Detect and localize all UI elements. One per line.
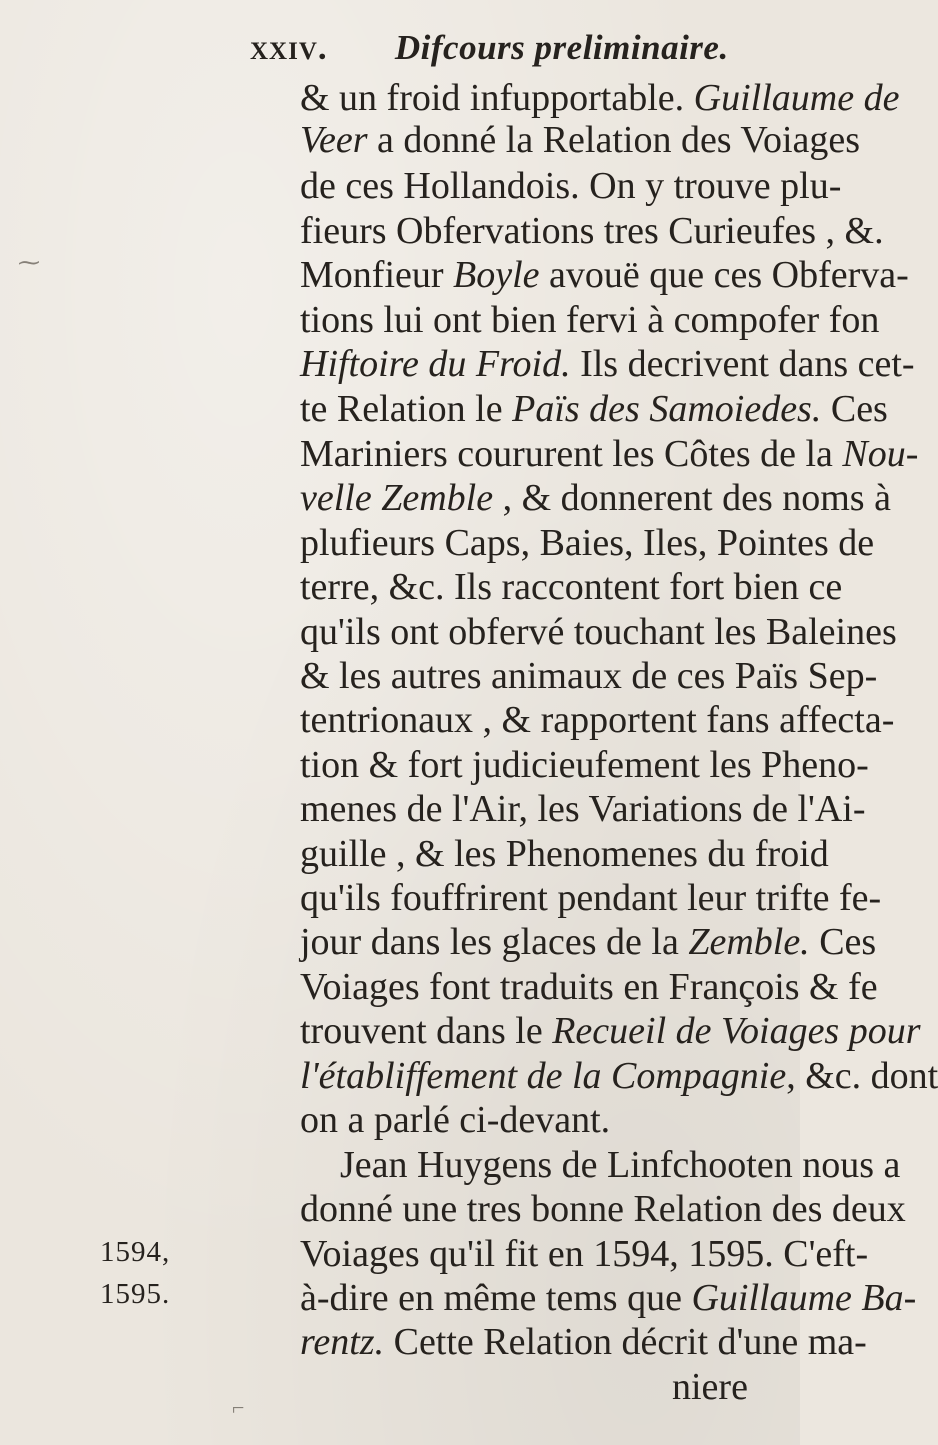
text-line [300,209,884,253]
text-line [300,476,891,520]
line-segment: Boyle [453,254,540,296]
text-line [300,965,878,1009]
catchword: niere [672,1366,748,1408]
text-line [300,1320,867,1364]
text-line [300,164,841,208]
line-segment: velle Zemble [300,477,494,519]
line-segment: Monfieur [300,254,454,296]
text-line [300,1009,921,1053]
line-segment: Ces [809,921,877,963]
line-segment: avouë que ces Obferva- [539,254,909,296]
line-segment: tion & fort judicieufement les Pheno- [300,744,869,786]
line-segment: Jean Huygens de Linfchooten nous a [340,1144,901,1186]
text-line [300,76,899,120]
line-segment: tentrionaux , & rapportent fans affecta- [300,699,895,741]
line-segment: Hiftoire du Froid. [300,343,571,385]
text-line [300,342,915,386]
text-line [300,787,866,831]
margin-year-1595: 1595. [100,1278,171,1310]
line-segment: de ces Hollandois. On y trouve plu- [300,165,842,207]
line-segment: qu'ils ont obfervé touchant les Baleines [300,611,897,653]
line-segment: tions lui ont bien fervi à compofer fon [300,299,880,341]
text-line [300,118,860,162]
text-line [300,298,879,342]
line-segment: Nou- [842,433,919,475]
line-segment: Cette Relation décrit d'une ma- [384,1321,867,1363]
ink-smudge: ⁓ [18,250,40,275]
text-line [300,1054,938,1098]
line-segment: Ces [821,388,888,430]
line-segment: Païs des Samoiedes. [512,388,822,430]
text-line [300,832,829,876]
line-segment: Guillaume Ba- [691,1277,917,1319]
line-segment: jour dans les glaces de la [300,921,689,963]
text-line [300,521,874,565]
text-line [300,432,918,476]
text-line [300,1276,916,1320]
text-line [300,1098,610,1142]
line-segment: fieurs Obfervations tres Curieufes , &. [300,210,884,252]
line-segment: Mariniers coururent les Côtes de la [300,433,843,475]
text-line [340,1143,900,1187]
line-segment: Voiages font traduits en François & fe [300,966,878,1008]
ink-mark: ⌐ [232,1395,245,1420]
line-segment: plufieurs Caps, Baies, Iles, Pointes de [300,522,875,564]
running-header [250,28,729,68]
line-segment: menes de l'Air, les Variations de l'Ai- [300,788,866,830]
line-segment: guille , & les Phenomenes du froid [300,833,829,875]
line-segment: a donné la Relation des Voiages [367,119,861,161]
line-segment: l'établiffement de la Compagnie [300,1055,787,1097]
line-segment: & les autres animaux de ces Païs Sep- [300,655,878,697]
line-segment: Ils decrivent dans cet- [570,343,915,385]
text-line [300,610,897,654]
text-line [300,387,888,431]
line-segment: Voiages qu'il fit en 1594, 1595. C'eft- [300,1233,869,1275]
line-segment: Recueil de Voiages pour [552,1010,921,1052]
line-segment: donné une tres bonne Relation des deux [300,1188,906,1230]
text-line [300,743,869,787]
line-segment: trouvent dans le [300,1010,553,1052]
line-segment: Zemble. [688,921,810,963]
line-segment: Guillaume de [693,77,900,119]
line-segment: on a parlé ci-devant. [300,1099,611,1141]
line-segment: , &c. dont [786,1055,938,1097]
line-segment: te Relation le [300,388,513,430]
line-segment: à-dire en même tems que [300,1277,692,1319]
text-line [300,698,894,742]
line-segment: & un froid infupportable. [300,77,694,119]
text-line [300,654,877,698]
text-line [300,1232,868,1276]
page-signature: xxiv. [250,28,328,67]
line-segment: qu'ils fouffrirent pendant leur trifte fe- [300,877,882,919]
header-title: Difcours preliminaire. [394,28,729,67]
line-segment: , & donnerent des noms à [493,477,891,519]
line-segment: terre, &c. Ils raccontent fort bien ce [300,566,843,608]
text-line [300,920,876,964]
text-line [300,1187,906,1231]
line-segment: Veer [300,119,368,161]
text-line [300,253,909,297]
margin-year-1594: 1594, [100,1236,171,1268]
text-line [300,876,881,920]
text-line [300,565,842,609]
line-segment: rentz. [300,1321,385,1363]
